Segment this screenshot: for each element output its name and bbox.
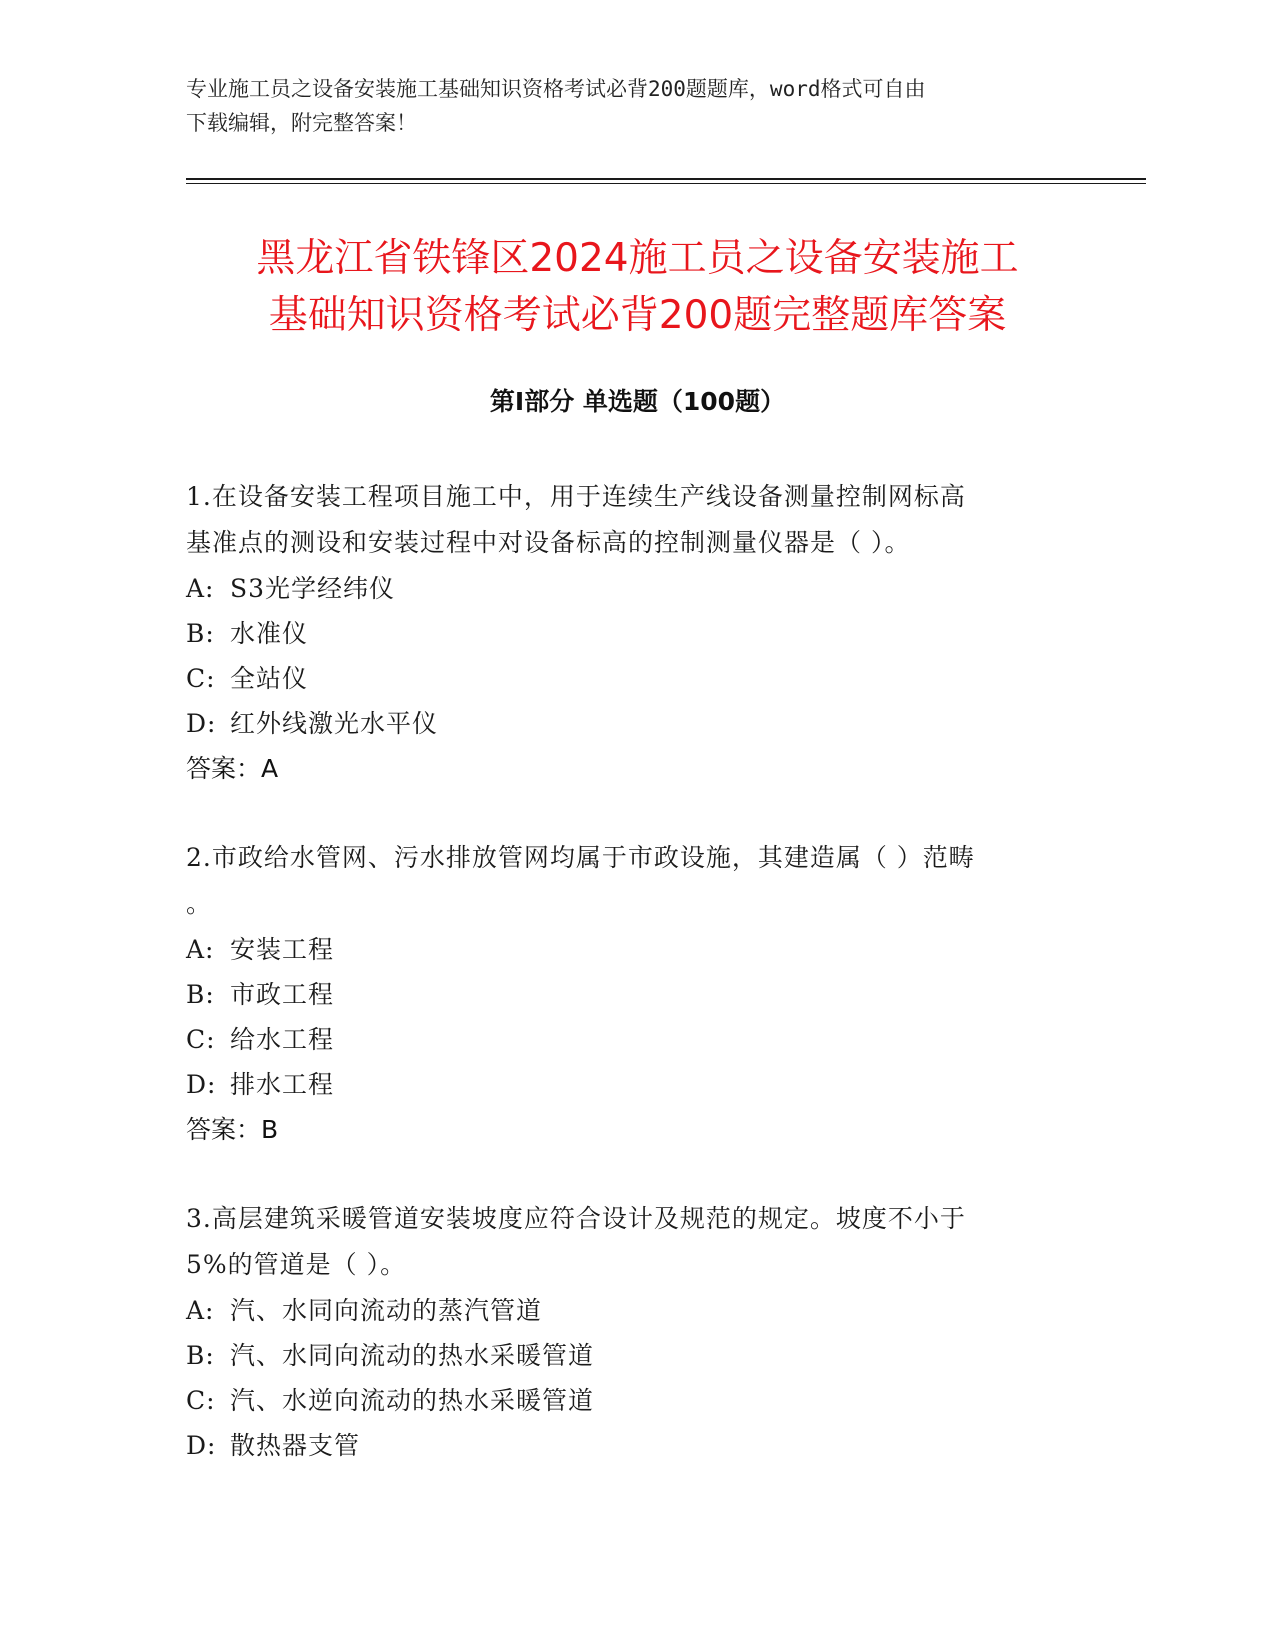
option-text: 汽、水逆向流动的热水采暖管道 bbox=[230, 1386, 595, 1415]
option-text: S3光学经纬仪 bbox=[230, 574, 396, 603]
option-text: 散热器支管 bbox=[230, 1431, 361, 1460]
option-label: D: bbox=[186, 1070, 217, 1099]
option-label: C: bbox=[186, 664, 216, 693]
option-d bbox=[186, 1423, 1076, 1468]
option-label: C: bbox=[186, 1386, 216, 1415]
option-text: 汽、水同向流动的热水采暖管道 bbox=[230, 1341, 595, 1370]
question-stem-line-1: 2.市政给水管网、污水排放管网均属于市政设施，其建造属（ ）范畴 bbox=[186, 843, 975, 872]
option-text: 排水工程 bbox=[230, 1070, 335, 1099]
question-stem-line-2: 。 bbox=[186, 889, 213, 918]
option-a bbox=[186, 566, 1076, 611]
option-text: 红外线激光水平仪 bbox=[230, 709, 439, 738]
option-label: D: bbox=[186, 709, 217, 738]
option-text: 汽、水同向流动的蒸汽管道 bbox=[230, 1296, 543, 1325]
option-text: 市政工程 bbox=[230, 980, 335, 1009]
option-label: A: bbox=[186, 1296, 215, 1325]
option-label: D: bbox=[186, 1431, 217, 1460]
option-text: 全站仪 bbox=[230, 664, 309, 693]
option-c bbox=[186, 1378, 1076, 1423]
document-title-line-2: 基础知识资格考试必背200题完整题库答案 bbox=[268, 293, 1007, 338]
header-note-line-2: 下载编辑，附完整答案！ bbox=[186, 111, 417, 135]
question-2 bbox=[186, 835, 1076, 1152]
option-label: C: bbox=[186, 1025, 216, 1054]
question-stem-line-1: 1.在设备安装工程项目施工中，用于连续生产线设备测量控制网标高 bbox=[186, 482, 966, 511]
header-note-line-1: 专业施工员之设备安装施工基础知识资格考试必背200题题库，word格式可自由 bbox=[186, 77, 926, 101]
option-b bbox=[186, 1333, 1076, 1378]
question-stem bbox=[186, 474, 1076, 566]
option-label: A: bbox=[186, 935, 215, 964]
option-b bbox=[186, 611, 1076, 656]
option-text: 水准仪 bbox=[230, 619, 309, 648]
option-c bbox=[186, 656, 1076, 701]
answer-line: 答案：B bbox=[186, 1115, 279, 1144]
document-title bbox=[140, 230, 1135, 344]
question-1 bbox=[186, 474, 1076, 791]
question-stem-line-2: 基准点的测设和安装过程中对设备标高的控制测量仪器是（ ）。 bbox=[186, 528, 911, 557]
question-list bbox=[186, 474, 1076, 1512]
option-label: B: bbox=[186, 980, 215, 1009]
question-stem bbox=[186, 835, 1076, 927]
option-text: 安装工程 bbox=[230, 935, 335, 964]
option-label: A: bbox=[186, 574, 215, 603]
option-a bbox=[186, 1288, 1076, 1333]
option-a bbox=[186, 927, 1076, 972]
option-label: B: bbox=[186, 619, 215, 648]
option-d bbox=[186, 701, 1076, 746]
option-text: 给水工程 bbox=[230, 1025, 335, 1054]
header-divider-thin bbox=[186, 183, 1146, 184]
option-d bbox=[186, 1062, 1076, 1107]
section-heading: 第Ⅰ部分 单选题（100题） bbox=[489, 387, 786, 416]
option-b bbox=[186, 972, 1076, 1017]
option-c bbox=[186, 1017, 1076, 1062]
header-divider-thick bbox=[186, 178, 1146, 180]
document-title-line-1: 黑龙江省铁锋区2024施工员之设备安装施工 bbox=[256, 236, 1019, 281]
header-note bbox=[186, 72, 1066, 140]
question-3 bbox=[186, 1196, 1076, 1468]
question-stem-line-1: 3.高层建筑采暖管道安装坡度应符合设计及规范的规定。坡度不小于 bbox=[186, 1204, 966, 1233]
answer-line: 答案：A bbox=[186, 754, 279, 783]
question-stem-line-2: 5%的管道是（ ）。 bbox=[186, 1250, 407, 1279]
option-label: B: bbox=[186, 1341, 215, 1370]
question-stem bbox=[186, 1196, 1076, 1288]
